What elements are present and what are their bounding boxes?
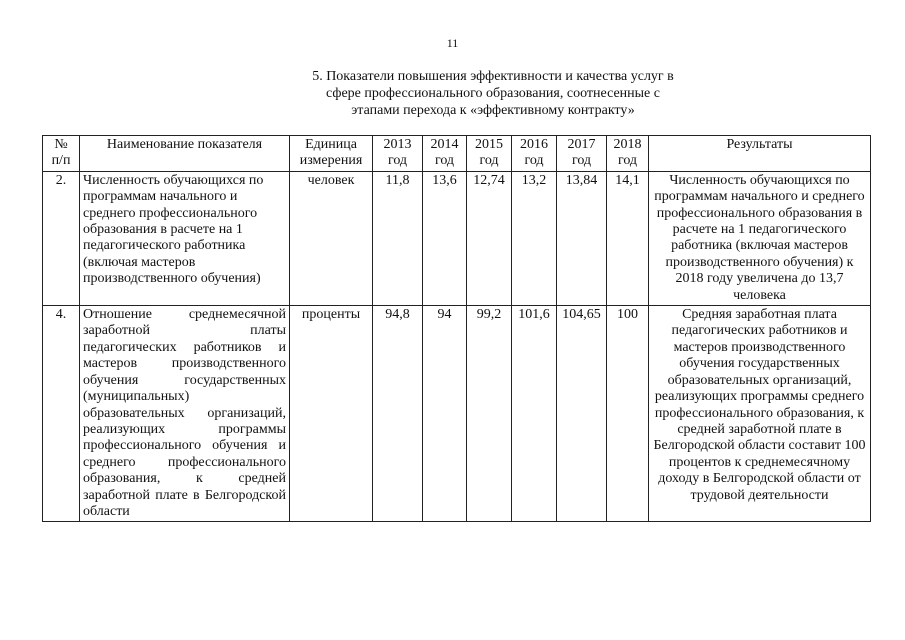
header-year-2014-suffix: год: [434, 153, 455, 169]
section-title-line-2: сфере профессионального образования, соотнесенные с: [326, 86, 660, 101]
header-num: [43, 136, 80, 172]
value-2017: 104,65: [557, 306, 607, 522]
header-year-2018-suffix: год: [617, 153, 638, 169]
result-cell: Численность обучающихся по программам начального и среднего профессионального образования в расчете на 1 педагогического работника (включая мастеров производственного обучения) к 2018 году увеличена до 13,7 человека: [649, 171, 871, 305]
indicators-table: [42, 135, 871, 522]
header-year-2013-suffix: год: [387, 153, 408, 169]
indicator-name: Численность обучающихся по программам начального и среднего профессионального образования в расчете на 1 педагогического работника (включая мастеров производственного обучения): [80, 171, 290, 305]
header-num-abbr: п/п: [51, 153, 71, 169]
value-2016: 101,6: [512, 306, 557, 522]
value-2015: 12,74: [467, 171, 512, 305]
header-year-2017-suffix: год: [571, 153, 592, 169]
value-2018: 14,1: [607, 171, 649, 305]
header-num-symbol: №: [54, 137, 68, 152]
value-2016: 13,2: [512, 171, 557, 305]
row-number: 4.: [43, 306, 80, 522]
row-number: 2.: [43, 171, 80, 305]
value-2014: 13,6: [423, 171, 467, 305]
header-year-2017-value: 2017: [567, 137, 596, 152]
value-2013: 94,8: [373, 306, 423, 522]
indicator-name: Отношение среднемесячной заработной платы педагогических работников и мастеров производственного обучения государственных (муниципальных) образовательных организаций, реализующих программы профессионального обучения и среднего профессионального образования, к средней заработной плате в Белгородской области: [80, 306, 290, 522]
value-2017: 13,84: [557, 171, 607, 305]
value-2013: 11,8: [373, 171, 423, 305]
value-2015: 99,2: [467, 306, 512, 522]
result-cell: Средняя заработная плата педагогических работников и мастеров производственного обучения государственных образовательных организаций, реализующих программы среднего профессионального образования, к средней заработной плате в Белгородской области составит 100 процентов к среднемесячному доходу в Белгородской области от трудовой деятельности: [649, 306, 871, 522]
header-year-2018-value: 2018: [613, 137, 642, 152]
header-results: Результаты: [649, 136, 871, 172]
header-unit-line-2: измерения: [299, 153, 363, 169]
unit-cell: человек: [290, 171, 373, 305]
header-year-2013-value: 2013: [383, 137, 412, 152]
header-year-2018: [607, 136, 649, 172]
header-year-2015-suffix: год: [479, 153, 499, 169]
header-year-2014-value: 2014: [430, 137, 459, 152]
unit-cell: проценты: [290, 306, 373, 522]
header-year-2016-suffix: год: [524, 153, 544, 169]
header-year-2016: [512, 136, 557, 172]
header-unit: [290, 136, 373, 172]
header-year-2016-value: 2016: [520, 137, 548, 152]
header-year-2014: [423, 136, 467, 172]
header-year-2015: [467, 136, 512, 172]
header-name: Наименование показателя: [80, 136, 290, 172]
header-year-2013: [373, 136, 423, 172]
table-row: [43, 306, 871, 522]
section-title-line-1: 5. Показатели повышения эффективности и качества услуг в: [312, 69, 674, 84]
page-number: 11: [446, 36, 459, 50]
value-2018: 100: [607, 306, 649, 522]
header-unit-line-1: Единица: [305, 137, 357, 152]
header-year-2015-value: 2015: [475, 137, 503, 152]
table-row: [43, 171, 871, 305]
header-year-2017: [557, 136, 607, 172]
value-2014: 94: [423, 306, 467, 522]
section-title-line-3: этапами перехода к «эффективному контракту»: [351, 103, 635, 118]
section-title: [250, 68, 736, 119]
header-row: [43, 136, 871, 172]
